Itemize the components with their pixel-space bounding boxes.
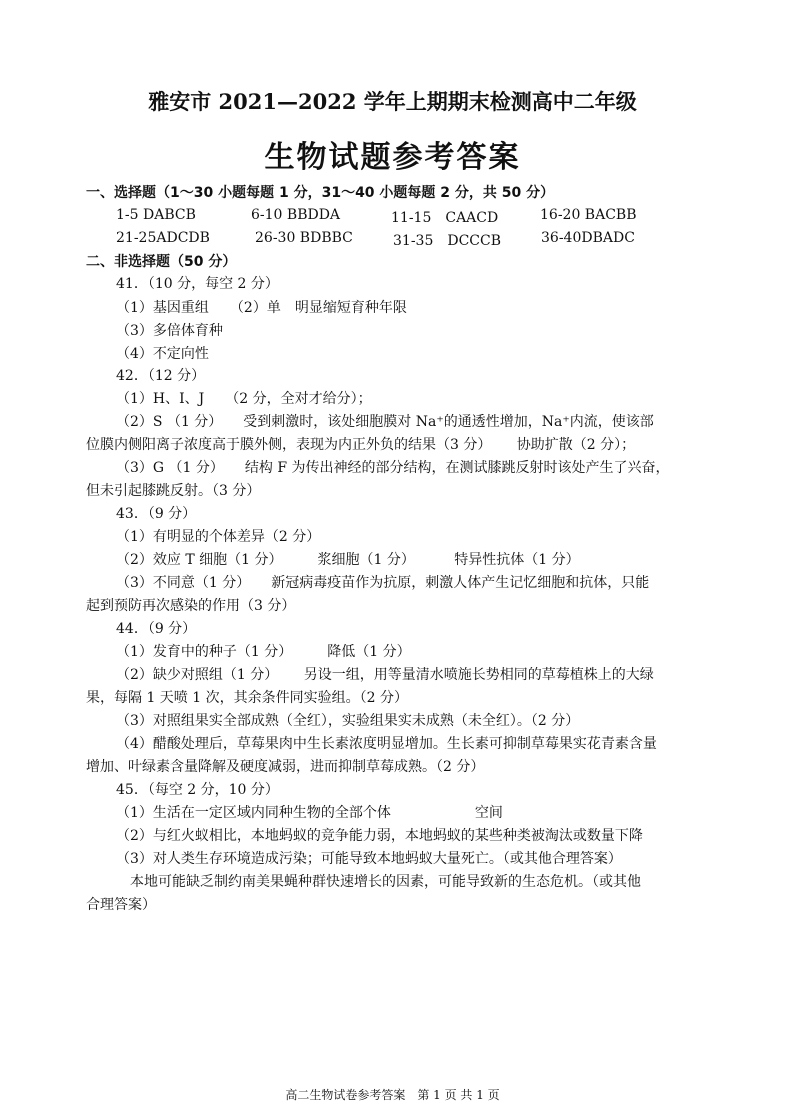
answer-line: 本地可能缺乏制约南美果蝇种群快速增长的因素，可能导致新的生态危机。（或其他 [116, 874, 641, 890]
answer-line: 位膜内侧阳离子浓度高于膜外侧，表现为内正外负的结果（3 分） 协助扩散（2 分）； [86, 437, 636, 453]
answer-line: （3）对照组果实全部成熟（全红），实验组果实未成熟（未全红）。（2 分） [116, 713, 580, 729]
answer-line: （3）不同意（1 分） 新冠病毒疫苗作为抗原，刺激人体产生记忆细胞和抗体，只能 [116, 575, 650, 591]
mc-answer-group: 36-40DBADC [541, 230, 635, 246]
q41-heading: 41．（10 分，每空 2 分） [116, 276, 279, 292]
answer-line: 合理答案） [86, 897, 156, 913]
mc-answer-group: 1-5 DABCB [116, 207, 196, 223]
page-title: 雅安市 2021—2022 学年上期期末检测高中二年级 [148, 89, 637, 114]
q43-heading: 43．（9 分） [116, 506, 197, 522]
page-footer: 高二生物试卷参考答案 第 1 页 共 1 页 [285, 1088, 500, 1102]
answer-line: （3）多倍体育种 [116, 323, 223, 339]
section-1-heading: 一、选择题（1～30 小题每题 1 分，31～40 小题每题 2 分，共 50 分） [86, 185, 555, 201]
answer-line: 果，每隔 1 天喷 1 次，其余条件同实验组。（2 分） [86, 690, 408, 706]
answer-line: （1）有明显的个体差异（2 分） [116, 529, 321, 545]
answer-line: （1）基因重组 （2）单 明显缩短育种年限 [116, 300, 407, 316]
mc-answer-group: 31-35 DCCCB [393, 233, 502, 249]
page-subtitle: 生物试题参考答案 [264, 140, 521, 175]
section-2-heading: 二、非选择题（50 分） [86, 254, 237, 270]
mc-answer-group: 11-15 CAACD [391, 210, 499, 226]
answer-line: （2）效应 T 细胞（1 分） 浆细胞（1 分） 特异性抗体（1 分） [116, 552, 580, 568]
q42-heading: 42．（12 分） [116, 368, 206, 384]
answer-line: （1）生活在一定区域内同种生物的全部个体 空间 [116, 805, 503, 821]
answer-line: （1）发育中的种子（1 分） 降低（1 分） [116, 644, 411, 660]
q44-heading: 44．（9 分） [116, 621, 197, 637]
q45-heading: 45．（每空 2 分，10 分） [116, 782, 279, 798]
answer-line: （2）S （1 分） 受到刺激时，该处细胞膜对 Na⁺的通透性增加，Na⁺内流，使该部 [116, 414, 654, 430]
answer-line: （3）G （1 分） 结构 F 为传出神经的部分结构，在测试膝跳反射时该处产生了兴奋， [116, 460, 670, 476]
mc-answer-group: 16-20 BACBB [540, 207, 637, 223]
answer-line: 但未引起膝跳反射。（3 分） [86, 483, 261, 499]
answer-line: （1）H、I、J （2 分，全对才给分）； [116, 391, 372, 407]
mc-answer-group: 26-30 BDBBC [255, 230, 353, 246]
answer-line: （2）缺少对照组（1 分） 另设一组，用等量清水喷施长势相同的草莓植株上的大绿 [116, 667, 654, 683]
answer-line: （4）不定向性 [116, 346, 209, 362]
answer-line: 增加、叶绿素含量降解及硬度减弱，进而抑制草莓成熟。（2 分） [86, 759, 485, 775]
mc-answer-group: 6-10 BBDDA [251, 207, 341, 223]
answer-line: （4）醋酸处理后，草莓果肉中生长素浓度明显增加。生长素可抑制草莓果实花青素含量 [116, 736, 657, 752]
answer-line: （2）与红火蚁相比，本地蚂蚁的竞争能力弱，本地蚂蚁的某些种类被淘汰或数量下降 [116, 828, 643, 844]
answer-line: 起到预防再次感染的作用（3 分） [86, 598, 296, 614]
mc-answer-group: 21-25ADCDB [116, 230, 210, 246]
answer-line: （3）对人类生存环境造成污染；可能导致本地蚂蚁大量死亡。（或其他合理答案） [116, 851, 622, 867]
